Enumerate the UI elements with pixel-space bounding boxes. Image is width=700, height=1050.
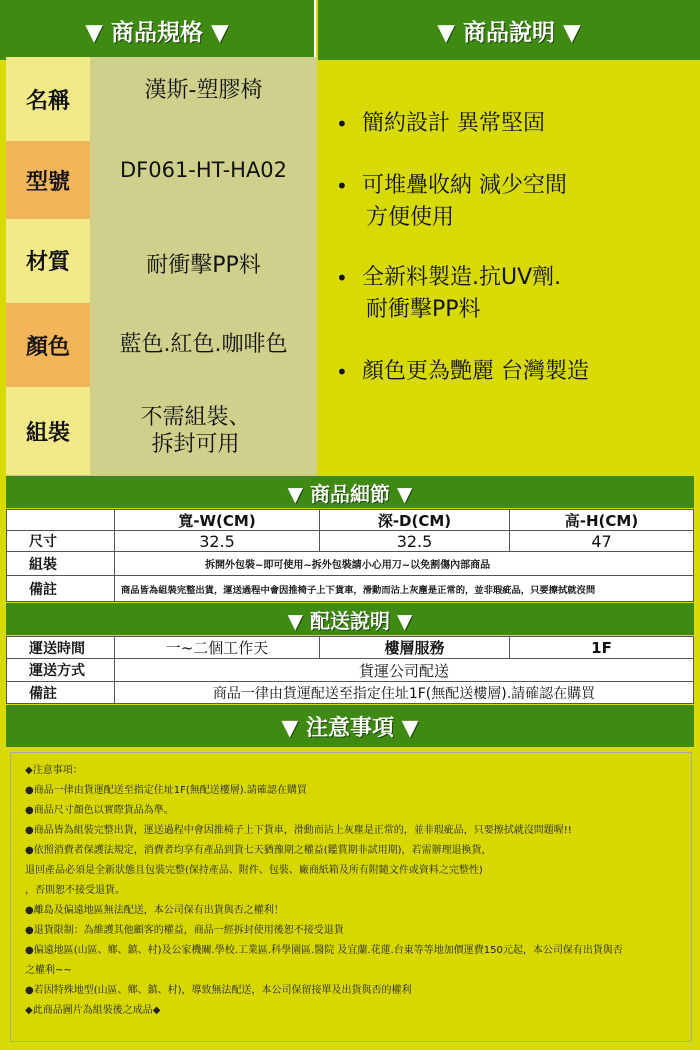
- assembly-text: 拆開外包裝~即可使用~拆外包裝請小心用刀~以免割傷內部商品: [115, 552, 693, 576]
- spec-label: 組裝: [6, 387, 90, 475]
- assembly-line-1: 不需組裝、: [140, 404, 251, 430]
- delivery-header: ▼ 配送說明 ▼: [6, 603, 694, 635]
- assembly-label: 組裝: [7, 552, 115, 576]
- detail-header: ▼ 商品細節 ▼: [6, 476, 694, 508]
- spec-value: 耐衝擊PP料: [90, 219, 317, 303]
- spec-value: [90, 387, 317, 475]
- bullet-mark: •: [336, 266, 348, 290]
- desc-header: ▼ 商品說明 ▼: [318, 0, 700, 60]
- notice-line: 之權利~~: [25, 965, 72, 976]
- spec-row-assembly: [6, 387, 317, 475]
- col-depth: 深-D(CM): [320, 510, 510, 531]
- delivery-time-value: 一~二個工作天: [115, 637, 320, 659]
- col-height: 高-H(CM): [510, 510, 693, 531]
- notice-line: ●商品尺寸顏色以實際貨品為準。: [25, 805, 174, 816]
- spec-header: ▼ 商品規格 ▼: [0, 0, 316, 60]
- notice-line: 退回產品必須是全新狀態且包裝完整(保持產品、附件、包裝、廠商紙箱及所有附隨文件或資料之完整性): [25, 865, 483, 876]
- delivery-table: [6, 636, 694, 704]
- remark-text: 商品皆為組裝完整出貨，運送過程中會因推椅子上下貨車，滑動而沾上灰塵是正常的，並非瑕疵品，只要擦拭就沒問: [121, 585, 596, 596]
- delivery-remark-value: 商品一律由貨運配送至指定住址1F(無配送樓層).請確認在購買: [212, 686, 596, 702]
- notice-line: ●商品皆為組裝完整出貨，運送過程中會因推椅子上下貨車，滑動而沾上灰塵是正常的，並非瑕疵品，只要擦拭就沒問題喔!!: [25, 825, 572, 836]
- notice-line: ，否則恕不接受退貨。: [25, 885, 125, 896]
- spec-row-color: [6, 303, 317, 387]
- notice-line: ●依照消費者保護法規定，消費者均享有產品到貨七天猶豫期之權益(鑑賞期非試用期)，若需辦理退換貨，: [25, 845, 492, 856]
- size-width: 32.5: [115, 531, 320, 552]
- spec-value: 藍色.紅色.咖啡色: [90, 303, 317, 387]
- spec-row-material: [6, 219, 317, 303]
- spec-label: 名稱: [6, 57, 90, 141]
- desc-panel: [318, 60, 700, 476]
- notice-line: ◆此商品圖片為組裝後之成品◆: [25, 1005, 161, 1016]
- size-height: 47: [510, 531, 693, 552]
- notice-line: ●偏遠地區(山區、鄉、鎮、村)及公家機關.學校.工業區.科學園區.醫院 及宜蘭.花蓮.台東等等地加價運費150元起，本公司保有出貨與否: [25, 945, 623, 956]
- notice-line: ●若因特殊地型(山區、鄉、鎮、村)，導致無法配送，本公司保留接單及出貨與否的權利: [25, 985, 412, 996]
- notice-line: ●退貨限制：為維護其他顧客的權益，商品一經拆封使用後恕不接受退貨: [25, 925, 344, 936]
- spec-value: 漢斯-塑膠椅: [90, 57, 317, 141]
- notice-line: ●商品一律由貨運配送至指定住址1F(無配送樓層).請確認在購買: [25, 785, 307, 796]
- assembly-line-2: 拆封可用: [151, 432, 240, 457]
- spec-label: 材質: [6, 219, 90, 303]
- detail-table: [6, 509, 694, 602]
- desc-bullet: • 可堆疊收納 減少空間 方便使用: [362, 170, 567, 234]
- bullet-mark: •: [336, 174, 348, 198]
- notice-line: ●離島及偏遠地區無法配送，本公司保有出貨與否之權利！: [25, 905, 284, 916]
- floor-service-label: 樓層服務: [320, 637, 510, 659]
- notice-header: ▼ 注意事項 ▼: [6, 705, 694, 747]
- bullet-mark: •: [336, 112, 348, 136]
- spec-label: 型號: [6, 141, 90, 219]
- desc-bullet: • 全新料製造.抗UV劑. 耐衝擊PP料: [362, 262, 561, 326]
- spec-value: DF061-HT-HA02: [90, 141, 317, 219]
- delivery-method-label: 運送方式: [7, 659, 115, 682]
- spec-row-model: [6, 141, 317, 219]
- spec-label: 顏色: [6, 303, 90, 387]
- size-depth: 32.5: [320, 531, 510, 552]
- spec-table: [6, 57, 317, 477]
- delivery-remark-label: 備註: [7, 682, 115, 704]
- bullet-mark: •: [336, 360, 348, 384]
- notice-line: ◆注意事項：: [25, 765, 83, 776]
- desc-bullet: • 簡約設計 異常堅固: [362, 108, 545, 140]
- delivery-time-label: 運送時間: [7, 637, 115, 659]
- notice-list: [10, 752, 692, 1042]
- floor-service-value: 1F: [510, 637, 693, 659]
- size-label: 尺寸: [7, 531, 115, 552]
- col-width: 寬-W(CM): [115, 510, 320, 531]
- delivery-method-value: 貨運公司配送: [115, 659, 693, 682]
- remark-label: 備註: [7, 576, 115, 602]
- desc-bullet: • 顏色更為艷麗 台灣製造: [362, 356, 589, 388]
- spec-row-name: [6, 57, 317, 141]
